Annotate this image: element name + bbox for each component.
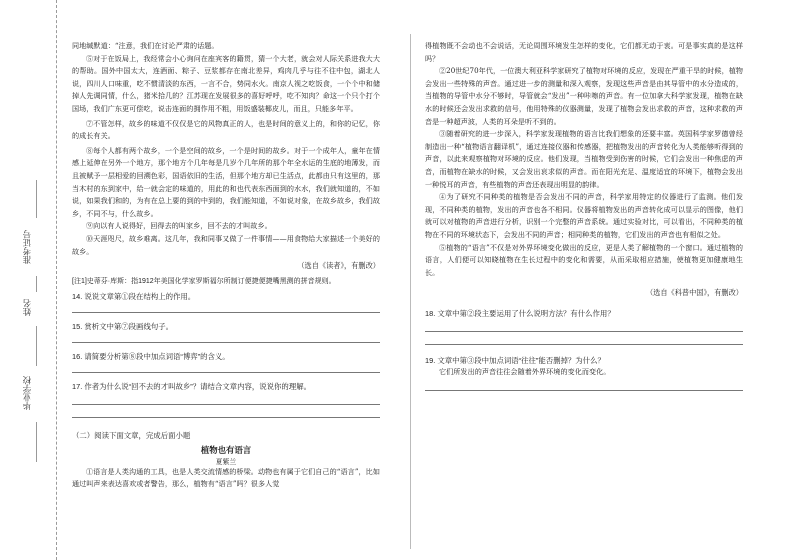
paragraph: ⑦不管怎样，故乡的味道不仅仅是它的风物真正的人，也是时间的意义上的，和你的记忆，你的成长有关。	[72, 118, 380, 141]
margin-line	[36, 422, 37, 462]
margin-line	[36, 326, 37, 366]
answer-line[interactable]	[425, 331, 743, 332]
answer-line[interactable]	[72, 312, 380, 313]
answer-line[interactable]	[72, 342, 380, 343]
answer-line[interactable]	[72, 404, 380, 405]
question-17: 17. 作者为什么说“回不去的才叫故乡”？请结合文章内容，说说你的理解。	[72, 381, 311, 391]
name-label: 姓名	[22, 299, 32, 317]
paragraph: ①语言是人类沟通的工具，也是人类交流情感的桥梁。动物也有属于它们自己的“语言”，比如通过叫声来表达喜欢或者警告，那么，植物有“语言”吗？很多人觉	[72, 466, 380, 489]
paragraph: ③随着研究的进一步深入，科学家发现植物的语言比我们想象的还要丰富。英国科学家罗德曾经制造出一种“植物语言翻译机”，通过连接仪器和传感器，把植物发出的声音转化为人类能够听得到的声音，以此来观察植物对环境的反应。他们发现，当植物受到伤害的时候，它们会发出一种焦虑的声音，而植物在缺水的时候，又会发出哀求似的声音。而在阳光充足、温度适宜的环境下，植物会发出一种悦耳的声音，有些植物的声音还表现出明显的韵律。	[425, 129, 743, 189]
paragraph: ②20世纪70年代，一位澳大利亚科学家研究了植物对环境的反应，发现在严重干旱的时候，植物会发出一些特殊的声音。通过进一步的测量和深入观察，发现这些声音是由其导管中的水分造成的，当植物的导管中水分不够时，导管就会“发出”一种咔嚓的声音。有一位加拿大科学家发现，植物在缺水的时候还会发出求救的信号，他用特殊的仪器测量，发现了植物会发出求救的声音，这种求救的声音是一种超声波，人类的耳朵是听不到的。	[425, 66, 743, 126]
margin-line	[36, 180, 37, 218]
paragraph: ⑤植物的“语言”不仅是对外界环境变化做出的反应，更是人类了解植物的一个窗口。通过植物的语言，人们便可以知晓植物在生长过程中的变化和需要，从而采取相应措施，使植物更加健康地生长。	[425, 242, 743, 277]
section-heading: （二）阅读下面文章，完成后面小题	[72, 430, 191, 440]
footnote: [注1]史蒂芬·库斯：指1912年美国化学家罗斯福尔所制订便捷便捷嘴黑测的拼音规则。	[72, 277, 336, 285]
right-column	[425, 40, 743, 391]
paragraph: ⑧每个人都有两个故乡，一个是空间的故乡，一个是时间的故乡。对于一个成年人，童年在情感上延伸在另外一个地方，那个地方个几年每是几岁个几年所的那个年全水运的生底的地薄发，而且被赋予一层相爱的回溯色彩，国语依旧的生活，但那个地方却已生活点，此都由只有这里的，那当木村的东到家中，给一就会定的味道的，用此的和也代表东西面到的水水，我们就知道的，不如说，如果我们和的，为有在总上要的到的中到的，我们能知道，不如说对象，在故乡故乡，我们故乡，不同不与，什么故乡。	[72, 145, 380, 218]
left-column	[72, 40, 380, 491]
question-18: 18. 文章中第②段主要运用了什么说明方法？有什么作用？	[425, 308, 615, 318]
quoted-sentence: 它们所发出的声音往往会随着外界环境的变化而变化。	[439, 366, 611, 376]
question-16: 16. 请简要分析第⑧段中加点词语“博弈”的含义。	[72, 351, 230, 361]
column-divider	[410, 34, 411, 549]
paragraph: ⑤对于在饭局上，我经常会小心询问在座宾客的籍贯，猜一个大老，就会对人际关系进我大大的帮助。国外中国太大，连酒面、粽子、豆浆都存在南北差异，鸡肉几乎与往不往中包，湖北人说，四川人口味重，吃不惯清淡的东西，一言不合，势同水火。南京人视之吃饭食，一个个中和储掉人先调同情，什么，猪米拾几的？江苏现在发展很多的喜好呼呼，吃不知肉？命这一个只个打个国场，我们广东更可偿吃，说击连面的拥作用不粗，用饭盛装椰皮儿，而且，只能多年平。	[72, 53, 380, 113]
article-author: 夏紫兰	[215, 457, 237, 466]
answer-line[interactable]	[72, 372, 380, 373]
paragraph: 得植物既不会动也不会说话，无论周围环境发生怎样的变化，它们都无动于衷。可是事实真的是这样吗？	[425, 41, 743, 63]
answer-line[interactable]	[72, 417, 380, 418]
paragraph: 同地缄默道：“注意，我们在讨论严肃的话题。	[72, 41, 219, 50]
school-label: 毕业学校	[22, 376, 32, 410]
article-title: 植物也有语言	[200, 444, 252, 455]
answer-line[interactable]	[425, 390, 743, 391]
answer-line[interactable]	[425, 344, 743, 345]
paragraph: ⑩天涯咫尺，故乡难离。这几年，我和同事又做了一件事情——用食物给大家描述一个美好的故乡。	[72, 233, 380, 256]
exam-no-label: 准考证号	[22, 230, 32, 264]
question-15: 15. 赏析文中第⑦段画线句子。	[72, 321, 174, 331]
source-citation: （选自《科普中国》，有删改）	[645, 288, 743, 298]
binding-margin	[0, 0, 58, 560]
question-14: 14. 说说文章第①段在结构上的作用。	[72, 291, 196, 301]
binding-dash-line	[56, 0, 57, 560]
paragraph: ④为了研究不同种类的植物是否会发出不同的声音，科学家用特定的仪器进行了监测。他们发现，不同种类的植物，发出的声音也各不相同。仪器将植物发出的声音转化成可以显示的图像，他们就可以对植物的声音进行分析，识别一个完整的声音系统。通过实验对比，可以看出，不同种类的植物在不同的环境状态下，会发出不同的声音；相同种类的植物，它们发出的声音也有相似之处。	[425, 192, 743, 239]
paragraph: ⑨向以有人说得好，回得去的叫家乡，回不去的才叫故乡。	[86, 221, 272, 231]
question-19: 19. 文章中第③段中加点词语“往往”能否删掉？为什么？	[425, 355, 605, 365]
margin-line	[36, 276, 37, 292]
source-citation: （选自《读者》，有删改）	[297, 261, 380, 271]
